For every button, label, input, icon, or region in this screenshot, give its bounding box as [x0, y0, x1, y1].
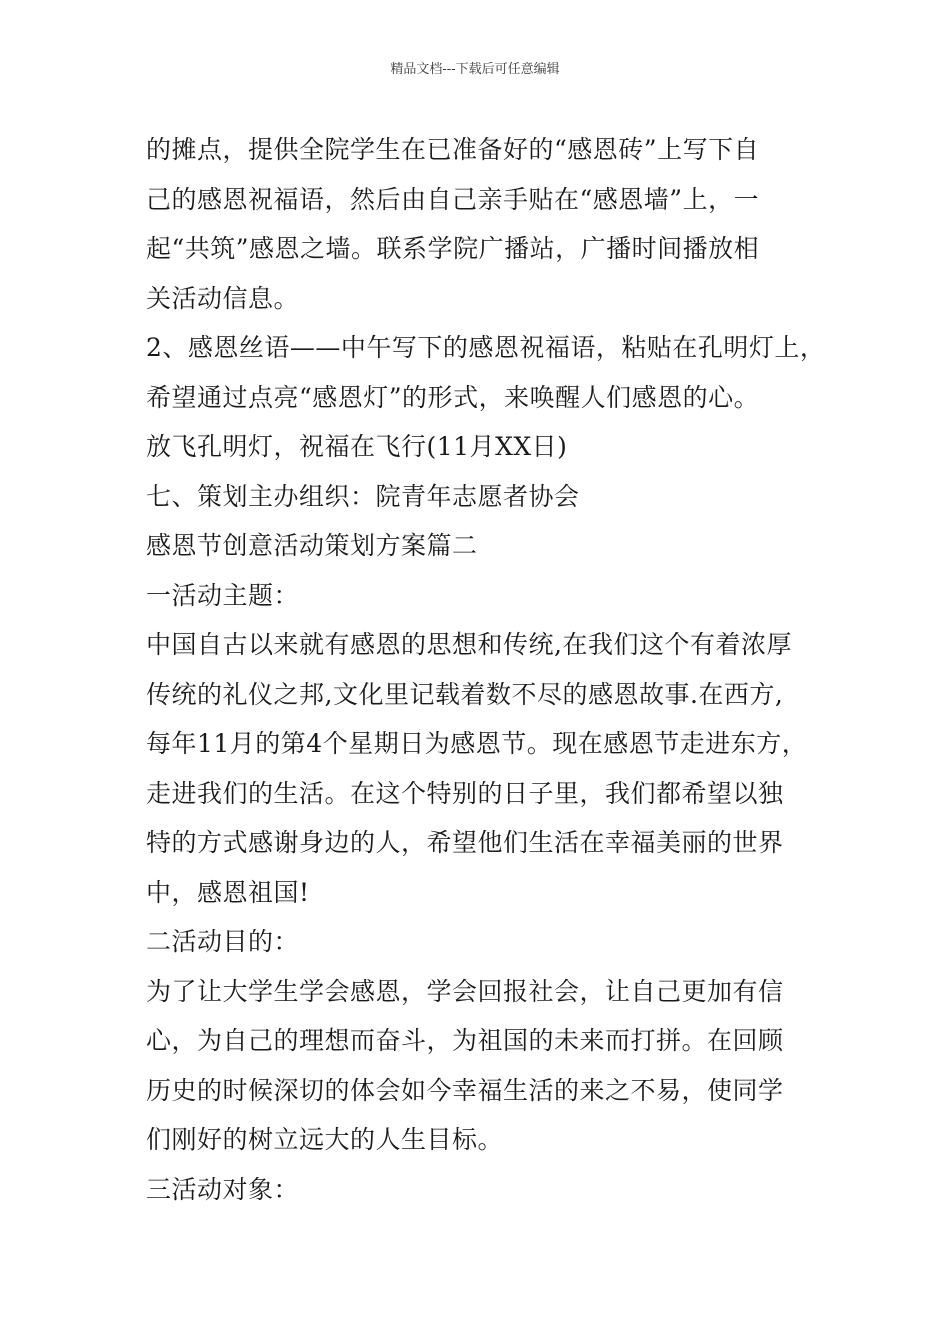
text-line: 每年11月的第4个星期日为感恩节。现在感恩节走进东方，	[146, 729, 808, 758]
text-line: 历史的时候深切的体会如今幸福生活的来之不易，使同学	[146, 1075, 784, 1105]
text-line: 们刚好的树立远大的人生目标。	[146, 1125, 504, 1154]
section-heading: 二活动目的：	[146, 927, 300, 956]
page-header: 精品文档---下载后可任意编辑	[390, 62, 560, 77]
text-line: 的摊点，提供全院学生在已准备好的“感恩砖”上写下自	[146, 135, 760, 164]
text-line: 起“共筑”感恩之墙。联系学院广播站，广播时间播放相	[146, 234, 760, 263]
document-body	[146, 125, 826, 1214]
text-line: 走进我们的生活。在这个特别的日子里，我们都希望以独	[146, 778, 784, 808]
text-line: 特的方式感谢身边的人，希望他们生活在幸福美丽的世界	[146, 828, 784, 857]
text-line: 中国自古以来就有感恩的思想和传统,在我们这个有着浓厚	[146, 630, 792, 659]
text-line: 放飞孔明灯，祝福在飞行(11月XX日)	[146, 432, 568, 461]
text-line: 为了让大学生学会感恩，学会回报社会，让自己更加有信	[146, 976, 784, 1006]
section-heading: 一活动主题：	[146, 580, 300, 610]
text-line: 2、感恩丝语——中午写下的感恩祝福语，粘贴在孔明灯上，	[146, 333, 826, 362]
section-heading: 七、策划主办组织：院青年志愿者协会	[146, 481, 580, 511]
text-line: 己的感恩祝福语，然后由自己亲手贴在“感恩墙”上，一	[146, 184, 760, 214]
text-line: 希望通过点亮“感恩灯”的形式，来唤醒人们感恩的心。	[146, 382, 760, 412]
text-line: 中，感恩祖国!	[146, 877, 310, 907]
section-heading: 三活动对象：	[146, 1174, 300, 1204]
text-line: 关活动信息。	[146, 283, 300, 313]
text-line: 心，为自己的理想而奋斗，为祖国的未来而打拼。在回顾	[146, 1026, 784, 1055]
document-title: 感恩节创意活动策划方案篇二	[146, 531, 478, 560]
text-line: 传统的礼仪之邦,文化里记载着数不尽的感恩故事.在西方,	[146, 679, 784, 709]
